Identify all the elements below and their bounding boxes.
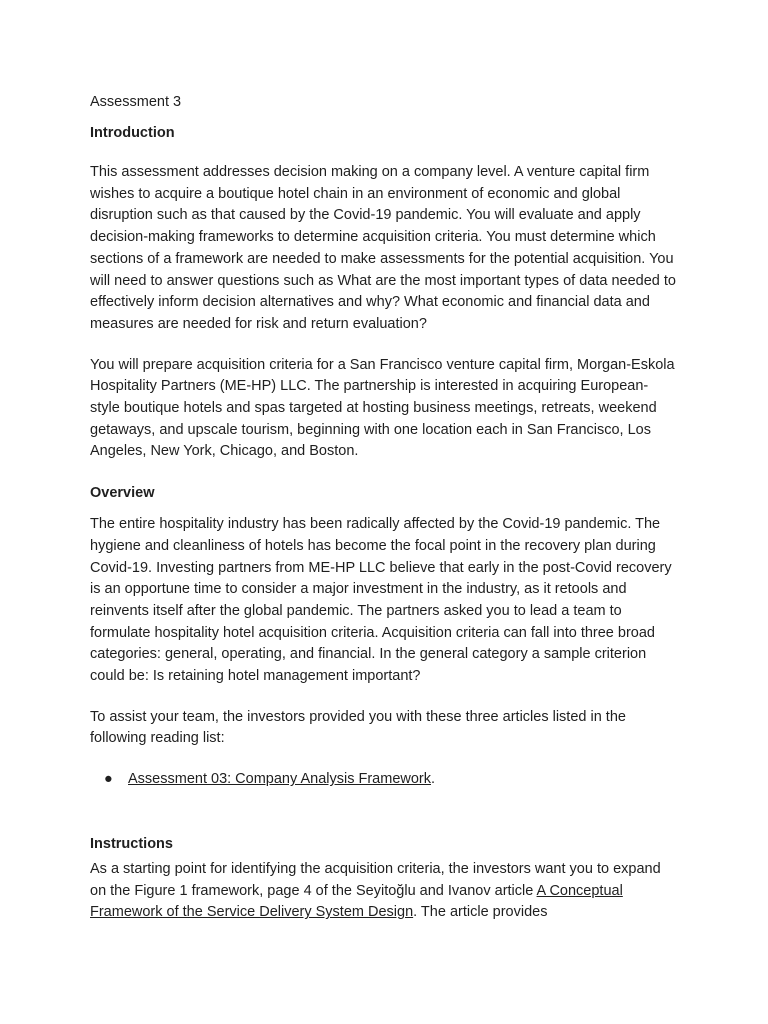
document-title: Assessment 3 (90, 94, 182, 110)
document-page (90, 92, 678, 924)
overview-paragraph-1: The entire hospitality industry has been radically affected by the Covid-19 pandemic. The hygiene and cleanliness of hotels has become the focal point in the recovery plan during Covid-19. Investing partners from ME-HP LLC believe that early in the post-Covid recovery is an opportune time to consider a major investment in the industry, as it retools and reinvents itself after the global pandemic. The partners asked you to lead a team to formulate hospitality hotel acquisition criteria. Acquisition criteria can fall into three broad categories: general, operating, and financial. In the general category a sample criterion could be: Is retaining hotel management important? (90, 516, 672, 685)
reading-list (90, 769, 678, 791)
introduction-paragraph-1: This assessment addresses decision making on a company level. A venture capital firm wishes to acquire a boutique hotel chain in an environment of economic and global disruption such as that caused by the Covid-19 pandemic. You will evaluate and apply decision-making frameworks to determine acquisition criteria. You must determine which sections of a framework are needed to make assessments for the potential acquisition. You will need to answer questions such as What are the most important types of data needed to effectively inform decision alternatives and why? What economic and financial data and measures are needed for risk and return evaluation? (90, 164, 676, 332)
instructions-paragraph-1 (90, 859, 678, 924)
instructions-text-before-link: As a starting point for identifying the acquisition criteria, the investors want you to expand on the Figure 1 framework, page 4 of the Seyitoğlu and Ivanov article (90, 860, 661, 899)
overview-paragraph-2: To assist your team, the investors provided you with these three articles listed in the following reading list: (90, 708, 626, 747)
instructions-text-after-link: . The article provides (413, 904, 548, 921)
overview-heading: Overview (90, 485, 155, 502)
list-item-suffix: . (431, 771, 436, 788)
reading-list-link-company-analysis-framework[interactable]: Assessment 03: Company Analysis Framework (128, 771, 431, 788)
introduction-heading: Introduction (90, 125, 175, 141)
introduction-paragraph-2: You will prepare acquisition criteria for a San Francisco venture capital firm, Morgan-Eskola Hospitality Partners (ME-HP) LLC. The partnership is interested in acquiring European-style boutique hotels and spas targeted at hosting business meetings, retreats, weekend getaways, and upscale tourism, beginning with one location each in San Francisco, Los Angeles, New York, Chicago, and Boston. (90, 356, 675, 460)
instructions-heading: Instructions (90, 835, 173, 852)
bullet-icon: ● (104, 771, 113, 788)
list-item (90, 769, 678, 791)
article-link-service-delivery-framework[interactable]: A Conceptual Framework of the Service Delivery System Design (90, 882, 623, 921)
